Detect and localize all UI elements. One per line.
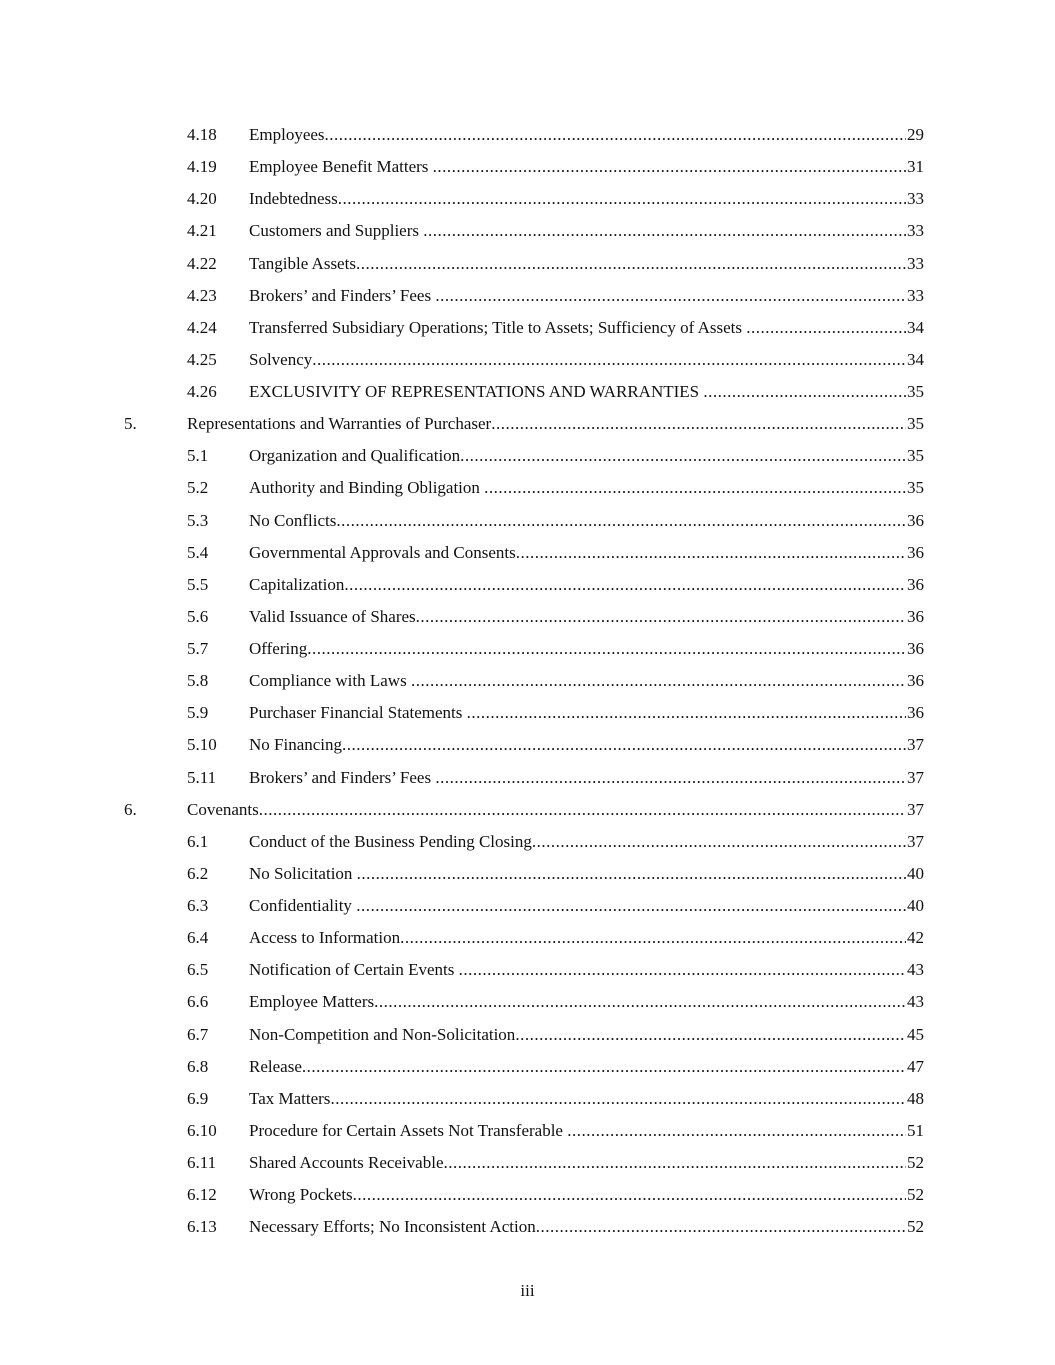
toc-entry-leader — [249, 1115, 906, 1147]
toc-entry-page: 34 — [906, 312, 924, 344]
toc-entry-page: 33 — [906, 215, 924, 247]
toc-entry-title: Solvency — [249, 349, 313, 369]
toc-article-row[interactable] — [0, 408, 1055, 440]
toc-entry-leader — [249, 986, 906, 1018]
toc-entry-title: Brokers’ and Finders’ Fees — [249, 767, 436, 787]
toc-entry-leader — [249, 922, 906, 954]
dot-leader — [259, 794, 906, 826]
dot-leader — [567, 1115, 906, 1147]
toc-entry-number: 4.23 — [187, 285, 217, 305]
toc-entry-title: Organization and Qualification — [249, 446, 461, 466]
toc-entry-title: No Conflicts — [249, 510, 337, 530]
toc-section-row[interactable] — [0, 1115, 1055, 1147]
toc-section-row[interactable] — [0, 633, 1055, 665]
toc-entry-number: 6.6 — [187, 992, 209, 1012]
toc-entry-title: Employee Benefit Matters — [249, 157, 433, 177]
toc-entry-page: 37 — [906, 794, 924, 826]
toc-entry-page: 40 — [906, 858, 924, 890]
dot-leader — [746, 312, 906, 344]
toc-entry-title: No Financing — [249, 735, 343, 755]
toc-entry-leader — [249, 215, 906, 247]
toc-section-row[interactable] — [0, 569, 1055, 601]
toc-entry-page: 35 — [906, 472, 924, 504]
toc-entry-title: No Solicitation — [249, 863, 357, 883]
toc-entry-leader — [249, 472, 906, 504]
toc-entry-number: 6.11 — [187, 1153, 217, 1172]
toc-entry-page: 51 — [906, 1115, 924, 1147]
toc-entry-leader — [249, 1019, 906, 1051]
dot-leader — [330, 1083, 906, 1115]
toc-entry-leader — [249, 151, 906, 183]
toc-entry-page: 45 — [906, 1019, 924, 1051]
dot-leader — [536, 1211, 906, 1243]
toc-section-row[interactable] — [0, 1147, 1055, 1179]
toc-section-row[interactable] — [0, 472, 1055, 504]
dot-leader — [491, 408, 906, 440]
toc-entry-leader — [249, 440, 906, 472]
toc-entry-page: 36 — [906, 697, 924, 729]
toc-entry-page: 33 — [906, 248, 924, 280]
toc-entry-leader — [249, 1147, 906, 1179]
toc-section-row[interactable] — [0, 729, 1055, 761]
dot-leader — [416, 601, 906, 633]
toc-entry-number: 6.13 — [187, 1217, 217, 1237]
toc-entry-page: 37 — [906, 826, 924, 858]
toc-section-row[interactable] — [0, 922, 1055, 954]
toc-entry-leader — [249, 762, 906, 794]
dot-leader — [356, 248, 906, 280]
toc-section-row[interactable] — [0, 890, 1055, 922]
toc-section-row[interactable] — [0, 601, 1055, 633]
dot-leader — [325, 119, 906, 151]
toc-section-row[interactable] — [0, 344, 1055, 376]
dot-leader — [460, 440, 906, 472]
toc-section-row[interactable] — [0, 183, 1055, 215]
toc-section-row[interactable] — [0, 1083, 1055, 1115]
toc-section-row[interactable] — [0, 151, 1055, 183]
toc-entry-title: Transferred Subsidiary Operations; Title to Assets; Sufficiency of Assets — [249, 317, 747, 337]
toc-entry-leader — [249, 537, 906, 569]
toc-entry-title: Tax Matters — [249, 1088, 331, 1108]
toc-entry-number: 5.2 — [187, 478, 209, 498]
dot-leader — [444, 1147, 907, 1179]
dot-leader — [338, 183, 906, 215]
toc-section-row[interactable] — [0, 858, 1055, 890]
toc-entry-number: 4.22 — [187, 253, 217, 273]
dot-leader — [400, 922, 906, 954]
toc-entry-number: 6.3 — [187, 896, 209, 915]
toc-entry-page: 47 — [906, 1051, 924, 1083]
toc-entry-page: 43 — [906, 954, 924, 986]
toc-entry-title: Covenants — [187, 799, 259, 819]
toc-entry-leader — [249, 505, 906, 537]
toc-entry-number: 6.9 — [187, 1088, 209, 1108]
toc-entry-number: 5.7 — [187, 639, 209, 658]
toc-entry-title: Non-Competition and Non-Solicitation — [249, 1024, 516, 1044]
toc-entry-page: 34 — [906, 344, 924, 376]
toc-entry-number: 5.11 — [187, 767, 217, 787]
toc-entry-page: 35 — [906, 440, 924, 472]
toc-entry-number: 4.26 — [187, 382, 217, 401]
toc-entry-title: Release — [249, 1056, 302, 1076]
dot-leader — [357, 858, 906, 890]
toc-entry-leader — [249, 633, 906, 665]
dot-leader — [435, 280, 906, 312]
toc-section-row[interactable] — [0, 280, 1055, 312]
toc-article-row[interactable] — [0, 794, 1055, 826]
toc-section-row[interactable] — [0, 376, 1055, 408]
dot-leader — [374, 986, 906, 1018]
page-number: iii — [520, 1281, 535, 1300]
toc-entry-leader — [249, 890, 906, 922]
dot-leader — [411, 665, 906, 697]
toc-section-row[interactable] — [0, 986, 1055, 1018]
toc-section-row[interactable] — [0, 119, 1055, 151]
toc-entry-number: 4.18 — [187, 125, 217, 144]
toc-entry-leader — [249, 280, 906, 312]
dot-leader — [307, 633, 906, 665]
toc-section-row[interactable] — [0, 248, 1055, 280]
dot-leader — [515, 1019, 906, 1051]
toc-entry-title: Representations and Warranties of Purchaser — [187, 414, 492, 434]
dot-leader — [423, 215, 906, 247]
toc-entry-number: 5.9 — [187, 703, 209, 723]
dot-leader — [516, 537, 906, 569]
dot-leader — [356, 890, 906, 922]
toc-entry-number: 5. — [124, 414, 137, 434]
toc-entry-page: 36 — [906, 505, 924, 537]
toc-entry-leader — [249, 569, 906, 601]
toc-entry-title: Notification of Certain Events — [249, 960, 459, 980]
toc-entry-title: Conduct of the Business Pending Closing — [249, 831, 532, 851]
dot-leader — [342, 729, 906, 761]
dot-leader — [467, 697, 906, 729]
toc-entry-number: 6. — [124, 799, 137, 819]
toc-entry-leader — [249, 312, 906, 344]
dot-leader — [344, 569, 906, 601]
toc-entry-leader — [249, 376, 906, 408]
toc-section-row[interactable] — [0, 215, 1055, 247]
toc-entry-title: Purchaser Financial Statements — [249, 703, 467, 723]
toc-entry-leader — [249, 1211, 906, 1243]
toc-entry-title: Capitalization — [249, 574, 345, 594]
toc-entry-page: 33 — [906, 183, 924, 215]
toc-entry-number: 5.5 — [187, 574, 209, 594]
toc-entry-page: 52 — [906, 1211, 924, 1243]
toc-entry-number: 5.4 — [187, 542, 209, 562]
toc-entry-leader — [249, 183, 906, 215]
toc-entry-number: 6.12 — [187, 1185, 217, 1205]
dot-leader — [459, 954, 906, 986]
toc-entry-page: 42 — [906, 922, 924, 954]
toc-entry-leader — [249, 954, 906, 986]
toc-entry-title: Shared Accounts Receivable — [249, 1153, 444, 1172]
toc-entry-leader — [249, 729, 906, 761]
toc-entry-number: 4.19 — [187, 157, 217, 177]
toc-entry-leader — [249, 665, 906, 697]
toc-entry-number: 6.5 — [187, 960, 209, 980]
toc-section-row[interactable] — [0, 762, 1055, 794]
dot-leader — [336, 505, 906, 537]
dot-leader — [433, 151, 906, 183]
toc-entry-leader — [249, 697, 906, 729]
toc-entry-page: 33 — [906, 280, 924, 312]
toc-entry-leader — [249, 601, 906, 633]
toc-entry-page: 43 — [906, 986, 924, 1018]
toc-entry-number: 6.4 — [187, 928, 209, 948]
toc-entry-page: 40 — [906, 890, 924, 922]
toc-section-row[interactable] — [0, 440, 1055, 472]
toc-section-row[interactable] — [0, 954, 1055, 986]
toc-entry-leader — [249, 858, 906, 890]
toc-entry-number: 6.10 — [187, 1120, 217, 1140]
toc-section-row[interactable] — [0, 665, 1055, 697]
dot-leader — [312, 344, 906, 376]
toc-entry-number: 5.1 — [187, 446, 209, 466]
toc-entry-number: 5.3 — [187, 510, 209, 530]
toc-entry-title: Necessary Efforts; No Inconsistent Action — [249, 1217, 536, 1237]
toc-section-row[interactable] — [0, 312, 1055, 344]
toc-entry-title: Authority and Binding Obligation — [249, 478, 485, 498]
toc-section-row[interactable] — [0, 1211, 1055, 1243]
toc-section-row[interactable] — [0, 697, 1055, 729]
toc-entry-title: Customers and Suppliers — [249, 221, 424, 241]
dot-leader — [532, 826, 906, 858]
toc-section-row[interactable] — [0, 1019, 1055, 1051]
dot-leader — [353, 1179, 906, 1211]
toc-entry-leader — [249, 248, 906, 280]
toc-entry-number: 5.6 — [187, 606, 209, 626]
toc-entry-title: Employees — [249, 125, 325, 144]
toc-entry-number: 6.8 — [187, 1056, 209, 1076]
toc-entry-leader — [249, 1179, 906, 1211]
toc-entry-page: 36 — [906, 665, 924, 697]
toc-entry-page: 37 — [906, 729, 924, 761]
toc-entry-leader — [249, 119, 906, 151]
dot-leader — [484, 472, 906, 504]
toc-entry-leader — [187, 794, 906, 826]
toc-entry-number: 4.25 — [187, 349, 217, 369]
toc-entry-number: 4.21 — [187, 221, 217, 241]
toc-entry-title: Governmental Approvals and Consents — [249, 542, 516, 562]
toc-entry-number: 5.8 — [187, 671, 209, 691]
table-of-contents — [0, 119, 1055, 1243]
toc-entry-number: 6.1 — [187, 831, 209, 851]
toc-entry-number: 4.20 — [187, 189, 217, 209]
toc-entry-title: Compliance with Laws — [249, 671, 411, 691]
toc-entry-page: 35 — [906, 376, 924, 408]
toc-entry-title: Tangible Assets — [249, 253, 356, 273]
toc-entry-title: Employee Matters — [249, 992, 375, 1012]
toc-entry-leader — [249, 1083, 906, 1115]
dot-leader — [302, 1051, 906, 1083]
toc-entry-page: 36 — [906, 601, 924, 633]
toc-section-row[interactable] — [0, 537, 1055, 569]
toc-entry-leader — [187, 408, 906, 440]
toc-entry-title: Valid Issuance of Shares — [249, 606, 416, 626]
toc-entry-page: 31 — [906, 151, 924, 183]
toc-entry-number: 4.24 — [187, 317, 217, 337]
dot-leader — [435, 762, 906, 794]
toc-entry-title: Confidentiality — [249, 896, 357, 915]
dot-leader — [703, 376, 906, 408]
toc-entry-number: 6.7 — [187, 1024, 209, 1044]
toc-entry-leader — [249, 826, 906, 858]
toc-entry-title: Brokers’ and Finders’ Fees — [249, 285, 436, 305]
toc-section-row[interactable] — [0, 1179, 1055, 1211]
toc-entry-title: Access to Information — [249, 928, 401, 948]
toc-entry-title: EXCLUSIVITY OF REPRESENTATIONS AND WARRANTIES — [249, 382, 704, 401]
toc-entry-leader — [249, 344, 906, 376]
toc-entry-page: 35 — [906, 408, 924, 440]
toc-entry-title: Wrong Pockets — [249, 1185, 353, 1205]
toc-entry-number: 6.2 — [187, 863, 209, 883]
toc-entry-page: 36 — [906, 537, 924, 569]
toc-entry-page: 48 — [906, 1083, 924, 1115]
toc-entry-title: Procedure for Certain Assets Not Transferable — [249, 1120, 568, 1140]
toc-entry-page: 36 — [906, 569, 924, 601]
toc-entry-title: Offering — [249, 639, 308, 658]
toc-entry-number: 5.10 — [187, 735, 217, 755]
toc-entry-leader — [249, 1051, 906, 1083]
toc-section-row[interactable] — [0, 1051, 1055, 1083]
toc-section-row[interactable] — [0, 505, 1055, 537]
toc-entry-page: 36 — [906, 633, 924, 665]
toc-entry-page: 37 — [906, 762, 924, 794]
toc-section-row[interactable] — [0, 826, 1055, 858]
toc-entry-page: 52 — [906, 1147, 924, 1179]
toc-entry-page: 29 — [906, 119, 924, 151]
toc-entry-title: Indebtedness — [249, 189, 338, 209]
toc-entry-page: 52 — [906, 1179, 924, 1211]
